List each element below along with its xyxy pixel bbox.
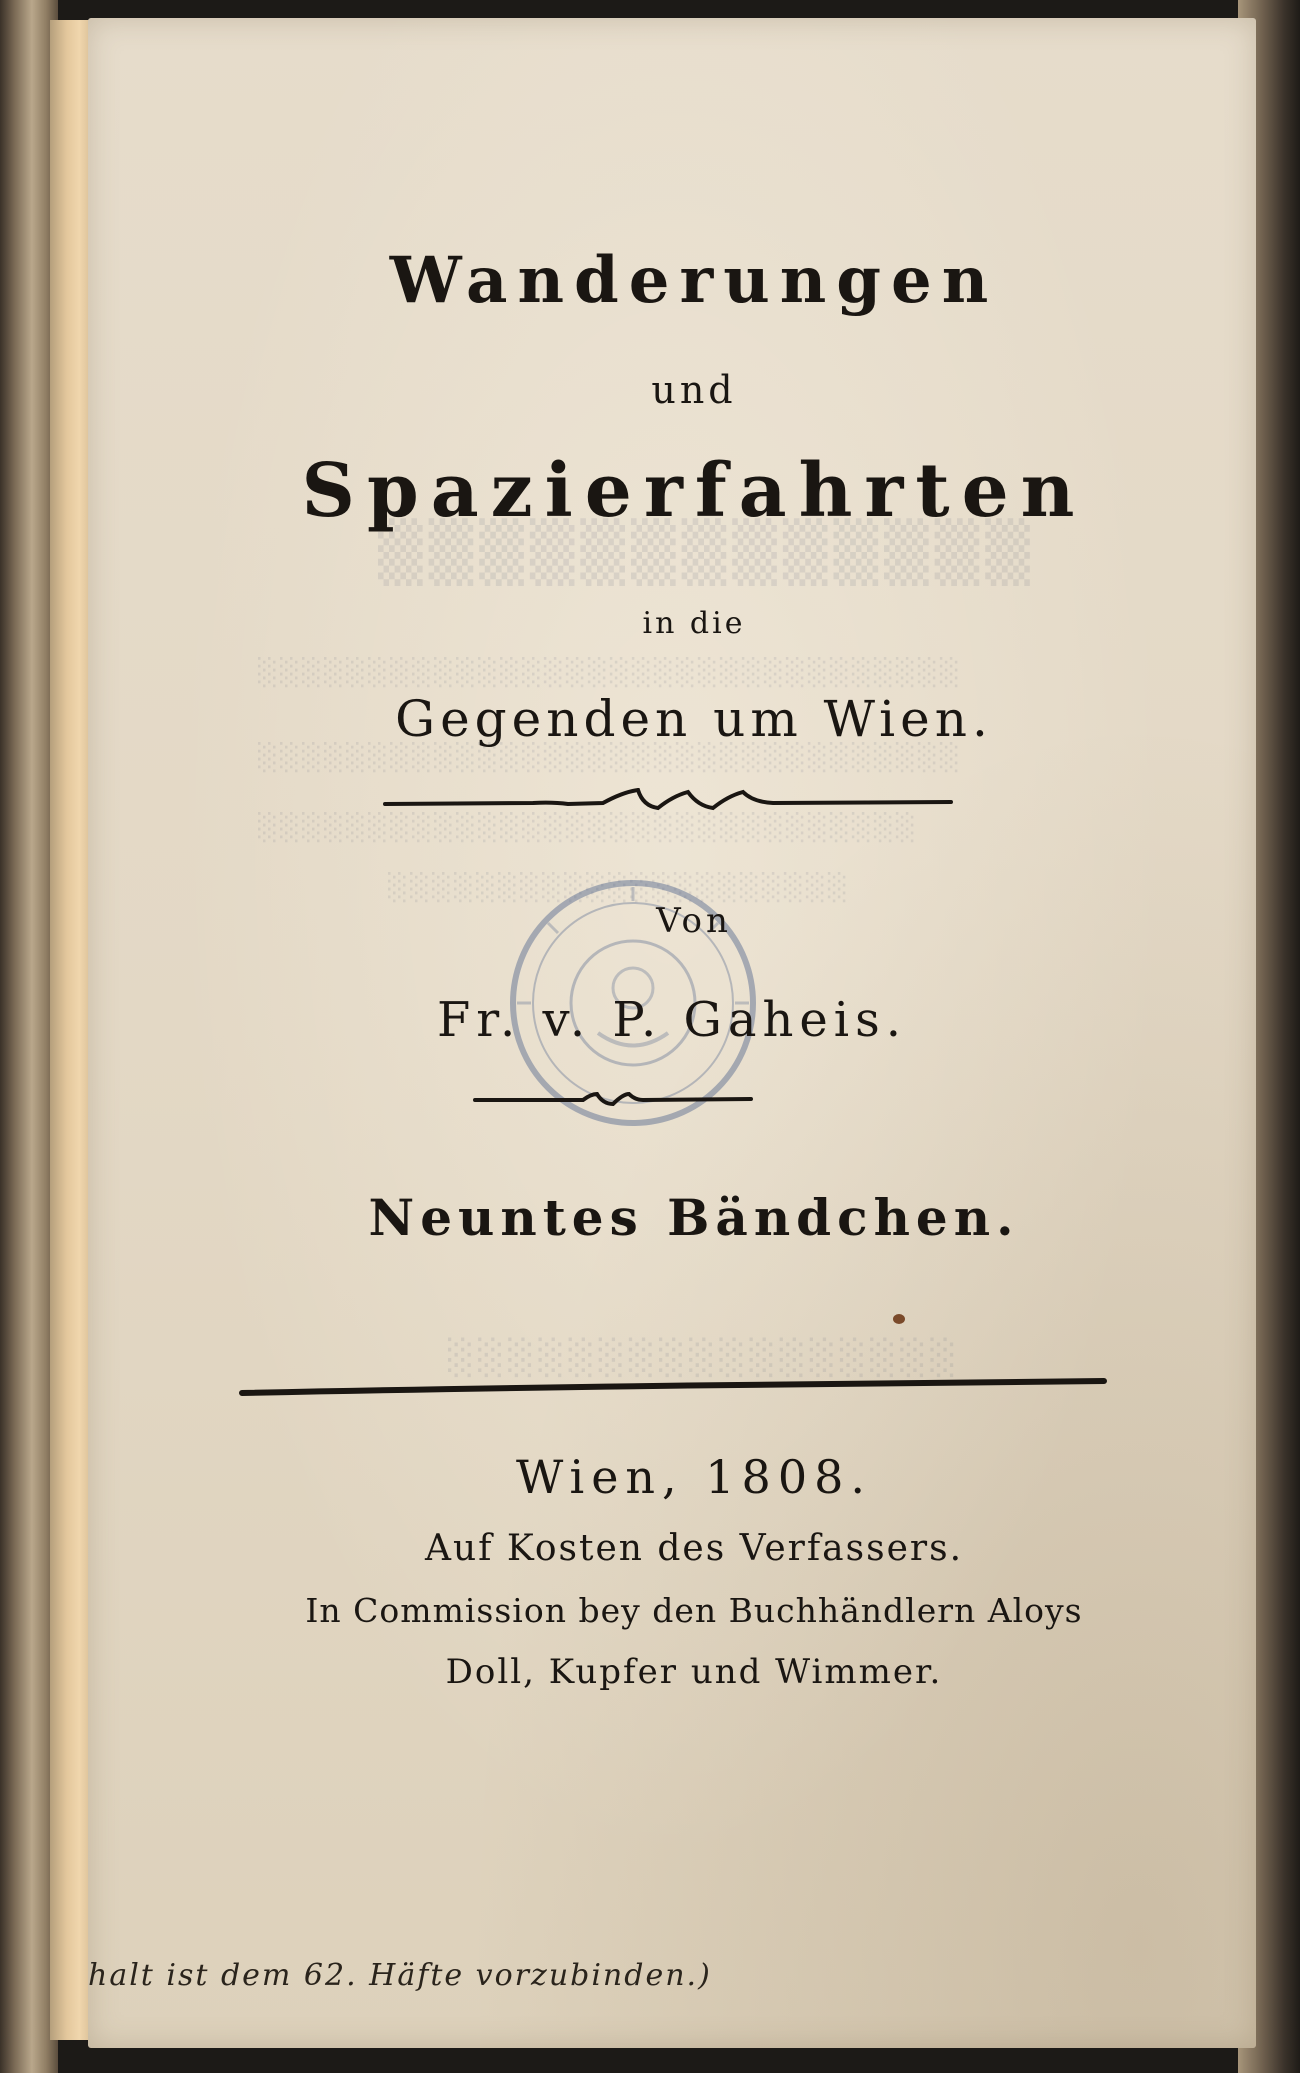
title-preposition: in die [642, 606, 746, 641]
bleed-through-text: ▒▒▒▒▒▒▒▒▒▒▒▒▒ [378, 518, 1036, 586]
ornamental-rule-icon [383, 788, 953, 818]
imprint-publisher: Auf Kosten des Verfassers. [424, 1528, 964, 1569]
bleed-through-text: ░░░░░░░░░░░░░░░░░░░░░░░░░░░░░░ [258, 813, 918, 843]
imprint-commission-line-2: Doll, Kupfer und Wimmer. [445, 1652, 943, 1692]
book-title-main: Wanderungen [389, 243, 999, 318]
book-title-second: Spazierfahrten [301, 448, 1087, 534]
by-label: Von [656, 901, 732, 941]
volume-label: Neuntes Bändchen. [368, 1188, 1020, 1247]
page-edge-left [50, 20, 93, 2040]
ornamental-rule-icon [473, 1088, 753, 1112]
horizontal-rule [238, 1373, 1108, 1403]
title-connector: und [651, 368, 737, 412]
bleed-through-text: ░░░░░░░░░░░░░░░░░ [448, 1338, 961, 1378]
bottom-note: halt ist dem 62. Häfte vorzubinden.) [88, 1958, 712, 1993]
bleed-through-text: ░░░░░░░░░░░░░░░░░░░░░░░░░░░░░░░░ [258, 743, 962, 773]
imprint-commission-line-1: In Commission bey den Buchhändlern Aloys [305, 1591, 1083, 1630]
bleed-through-text: ░░░░░░░░░░░░░░░░░░░░░ [388, 873, 850, 903]
title-page [88, 18, 1256, 2048]
imprint-place-year: Wien, 1808. [516, 1450, 872, 1504]
paper-speck [893, 1314, 905, 1324]
author-name: Fr. v. P. Gaheis. [436, 992, 908, 1048]
bleed-through-text: ░░░░░░░░░░░░░░░░░░░░░░░░░░░░░░░░ [258, 658, 962, 688]
book-subtitle: Gegenden um Wien. [395, 690, 993, 748]
